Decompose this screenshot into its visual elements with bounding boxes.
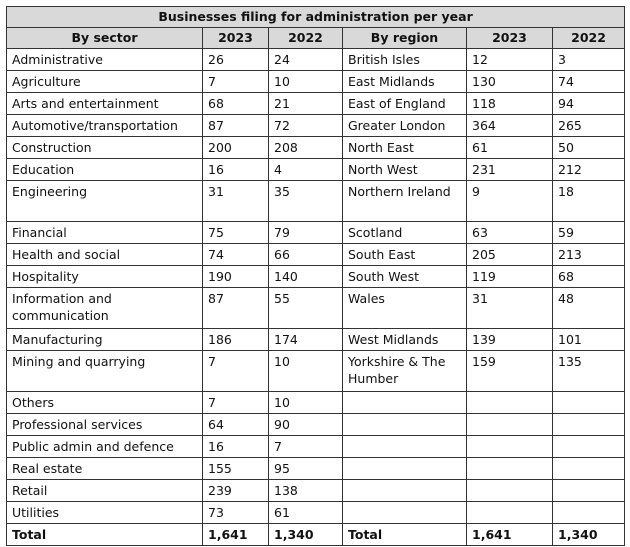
header-sector: By sector <box>7 28 203 49</box>
sector-cell: Hospitality <box>7 266 203 288</box>
table-row <box>7 181 625 222</box>
region-2023-cell: 9 <box>467 181 553 222</box>
sector-2022-cell: 90 <box>269 414 343 436</box>
region-cell: North West <box>343 159 467 181</box>
header-region: By region <box>343 28 467 49</box>
region-cell: East Midlands <box>343 71 467 93</box>
sector-cell: Public admin and defence <box>7 436 203 458</box>
table-row <box>7 414 625 436</box>
region-2022-cell: 212 <box>553 159 625 181</box>
region-2023-cell: 61 <box>467 137 553 159</box>
sector-2022-cell: 174 <box>269 329 343 351</box>
region-2022-cell: 265 <box>553 115 625 137</box>
administration-table <box>6 6 625 546</box>
region-2022-cell <box>553 480 625 502</box>
table-row <box>7 71 625 93</box>
region-2023-cell: 159 <box>467 351 553 392</box>
sector-cell: Real estate <box>7 458 203 480</box>
table-row <box>7 93 625 115</box>
sector-2023-cell: 200 <box>203 137 269 159</box>
header-sector-2023: 2023 <box>203 28 269 49</box>
sector-2022-cell: 24 <box>269 49 343 71</box>
region-2022-cell: 50 <box>553 137 625 159</box>
sector-cell: Professional services <box>7 414 203 436</box>
title-row <box>7 7 625 28</box>
region-2023-cell: 31 <box>467 288 553 329</box>
region-2022-cell: 101 <box>553 329 625 351</box>
sector-2023-cell: 190 <box>203 266 269 288</box>
region-2023-cell: 12 <box>467 49 553 71</box>
region-cell <box>343 392 467 414</box>
sector-2022-cell: 4 <box>269 159 343 181</box>
region-2023-cell: 118 <box>467 93 553 115</box>
region-cell <box>343 436 467 458</box>
sector-2023-cell: 75 <box>203 222 269 244</box>
region-2023-cell <box>467 458 553 480</box>
region-2022-cell: 59 <box>553 222 625 244</box>
sector-2022-cell: 10 <box>269 71 343 93</box>
sector-2023-cell: 7 <box>203 71 269 93</box>
header-sector-2022: 2022 <box>269 28 343 49</box>
sector-2022-cell: 10 <box>269 392 343 414</box>
sector-cell: Engineering <box>7 181 203 222</box>
region-cell: East of England <box>343 93 467 115</box>
region-2022-cell <box>553 392 625 414</box>
region-cell: Wales <box>343 288 467 329</box>
sector-cell: Construction <box>7 137 203 159</box>
table-row <box>7 159 625 181</box>
table-title: Businesses filing for administration per year <box>7 7 625 28</box>
table-row <box>7 436 625 458</box>
sector-2023-cell: 87 <box>203 288 269 329</box>
sector-2023-cell: 68 <box>203 93 269 115</box>
table-row <box>7 502 625 524</box>
region-2023-cell: 364 <box>467 115 553 137</box>
region-cell <box>343 414 467 436</box>
sector-2022-cell: 7 <box>269 436 343 458</box>
region-2022-cell <box>553 436 625 458</box>
sector-2022-cell: 208 <box>269 137 343 159</box>
region-cell: South West <box>343 266 467 288</box>
sector-2023-cell: 16 <box>203 436 269 458</box>
sector-2023-cell: 26 <box>203 49 269 71</box>
sector-2023-cell: 31 <box>203 181 269 222</box>
region-2022-cell <box>553 458 625 480</box>
table-row <box>7 244 625 266</box>
total-sector-2022: 1,340 <box>269 524 343 546</box>
sector-cell: Utilities <box>7 502 203 524</box>
table-row <box>7 480 625 502</box>
sector-2023-cell: 74 <box>203 244 269 266</box>
sector-cell: Automotive/transportation <box>7 115 203 137</box>
table-row <box>7 222 625 244</box>
table-row <box>7 351 625 392</box>
region-2022-cell: 3 <box>553 49 625 71</box>
sector-2023-cell: 73 <box>203 502 269 524</box>
region-2023-cell <box>467 436 553 458</box>
table-row <box>7 115 625 137</box>
header-region-2023: 2023 <box>467 28 553 49</box>
sector-cell: Arts and entertainment <box>7 93 203 115</box>
region-2023-cell: 63 <box>467 222 553 244</box>
table-row <box>7 392 625 414</box>
region-2023-cell: 205 <box>467 244 553 266</box>
region-2022-cell: 135 <box>553 351 625 392</box>
table-body <box>7 49 625 524</box>
table-row <box>7 137 625 159</box>
region-cell <box>343 458 467 480</box>
table-row <box>7 329 625 351</box>
sector-2023-cell: 239 <box>203 480 269 502</box>
total-sector-label: Total <box>7 524 203 546</box>
sector-cell: Administrative <box>7 49 203 71</box>
region-cell: Scotland <box>343 222 467 244</box>
sector-2022-cell: 35 <box>269 181 343 222</box>
region-cell: North East <box>343 137 467 159</box>
region-2023-cell <box>467 414 553 436</box>
region-cell <box>343 480 467 502</box>
sector-2022-cell: 140 <box>269 266 343 288</box>
table-row <box>7 266 625 288</box>
region-2023-cell: 130 <box>467 71 553 93</box>
sector-cell: Agriculture <box>7 71 203 93</box>
region-2023-cell: 139 <box>467 329 553 351</box>
sector-2023-cell: 7 <box>203 351 269 392</box>
sector-cell: Information and communication <box>7 288 203 329</box>
region-cell: Northern Ireland <box>343 181 467 222</box>
sector-cell: Retail <box>7 480 203 502</box>
sector-2022-cell: 138 <box>269 480 343 502</box>
table-row <box>7 288 625 329</box>
header-region-2022: 2022 <box>553 28 625 49</box>
sector-2023-cell: 64 <box>203 414 269 436</box>
sector-cell: Financial <box>7 222 203 244</box>
region-cell: British Isles <box>343 49 467 71</box>
total-region-label: Total <box>343 524 467 546</box>
sector-2023-cell: 7 <box>203 392 269 414</box>
region-2022-cell: 213 <box>553 244 625 266</box>
sector-2022-cell: 21 <box>269 93 343 115</box>
total-region-2022: 1,340 <box>553 524 625 546</box>
sector-2022-cell: 55 <box>269 288 343 329</box>
table-container <box>6 6 625 546</box>
sector-2023-cell: 186 <box>203 329 269 351</box>
total-sector-2023: 1,641 <box>203 524 269 546</box>
region-2022-cell <box>553 414 625 436</box>
region-cell: Greater London <box>343 115 467 137</box>
header-row <box>7 28 625 49</box>
sector-2022-cell: 10 <box>269 351 343 392</box>
sector-2022-cell: 61 <box>269 502 343 524</box>
region-2022-cell: 74 <box>553 71 625 93</box>
region-2022-cell: 48 <box>553 288 625 329</box>
sector-cell: Education <box>7 159 203 181</box>
region-cell: West Midlands <box>343 329 467 351</box>
total-region-2023: 1,641 <box>467 524 553 546</box>
table-row <box>7 458 625 480</box>
sector-2022-cell: 79 <box>269 222 343 244</box>
region-2023-cell: 231 <box>467 159 553 181</box>
sector-2023-cell: 16 <box>203 159 269 181</box>
region-cell: South East <box>343 244 467 266</box>
region-2022-cell: 18 <box>553 181 625 222</box>
region-2023-cell <box>467 480 553 502</box>
sector-2022-cell: 72 <box>269 115 343 137</box>
region-2023-cell <box>467 392 553 414</box>
sector-2022-cell: 95 <box>269 458 343 480</box>
sector-cell: Mining and quarrying <box>7 351 203 392</box>
sector-2022-cell: 66 <box>269 244 343 266</box>
table-row <box>7 49 625 71</box>
region-2023-cell <box>467 502 553 524</box>
sector-cell: Manufacturing <box>7 329 203 351</box>
region-cell <box>343 502 467 524</box>
region-cell: Yorkshire & The Humber <box>343 351 467 392</box>
region-2023-cell: 119 <box>467 266 553 288</box>
sector-2023-cell: 87 <box>203 115 269 137</box>
sector-2023-cell: 155 <box>203 458 269 480</box>
sector-cell: Health and social <box>7 244 203 266</box>
region-2022-cell <box>553 502 625 524</box>
region-2022-cell: 68 <box>553 266 625 288</box>
total-row <box>7 524 625 546</box>
region-2022-cell: 94 <box>553 93 625 115</box>
sector-cell: Others <box>7 392 203 414</box>
